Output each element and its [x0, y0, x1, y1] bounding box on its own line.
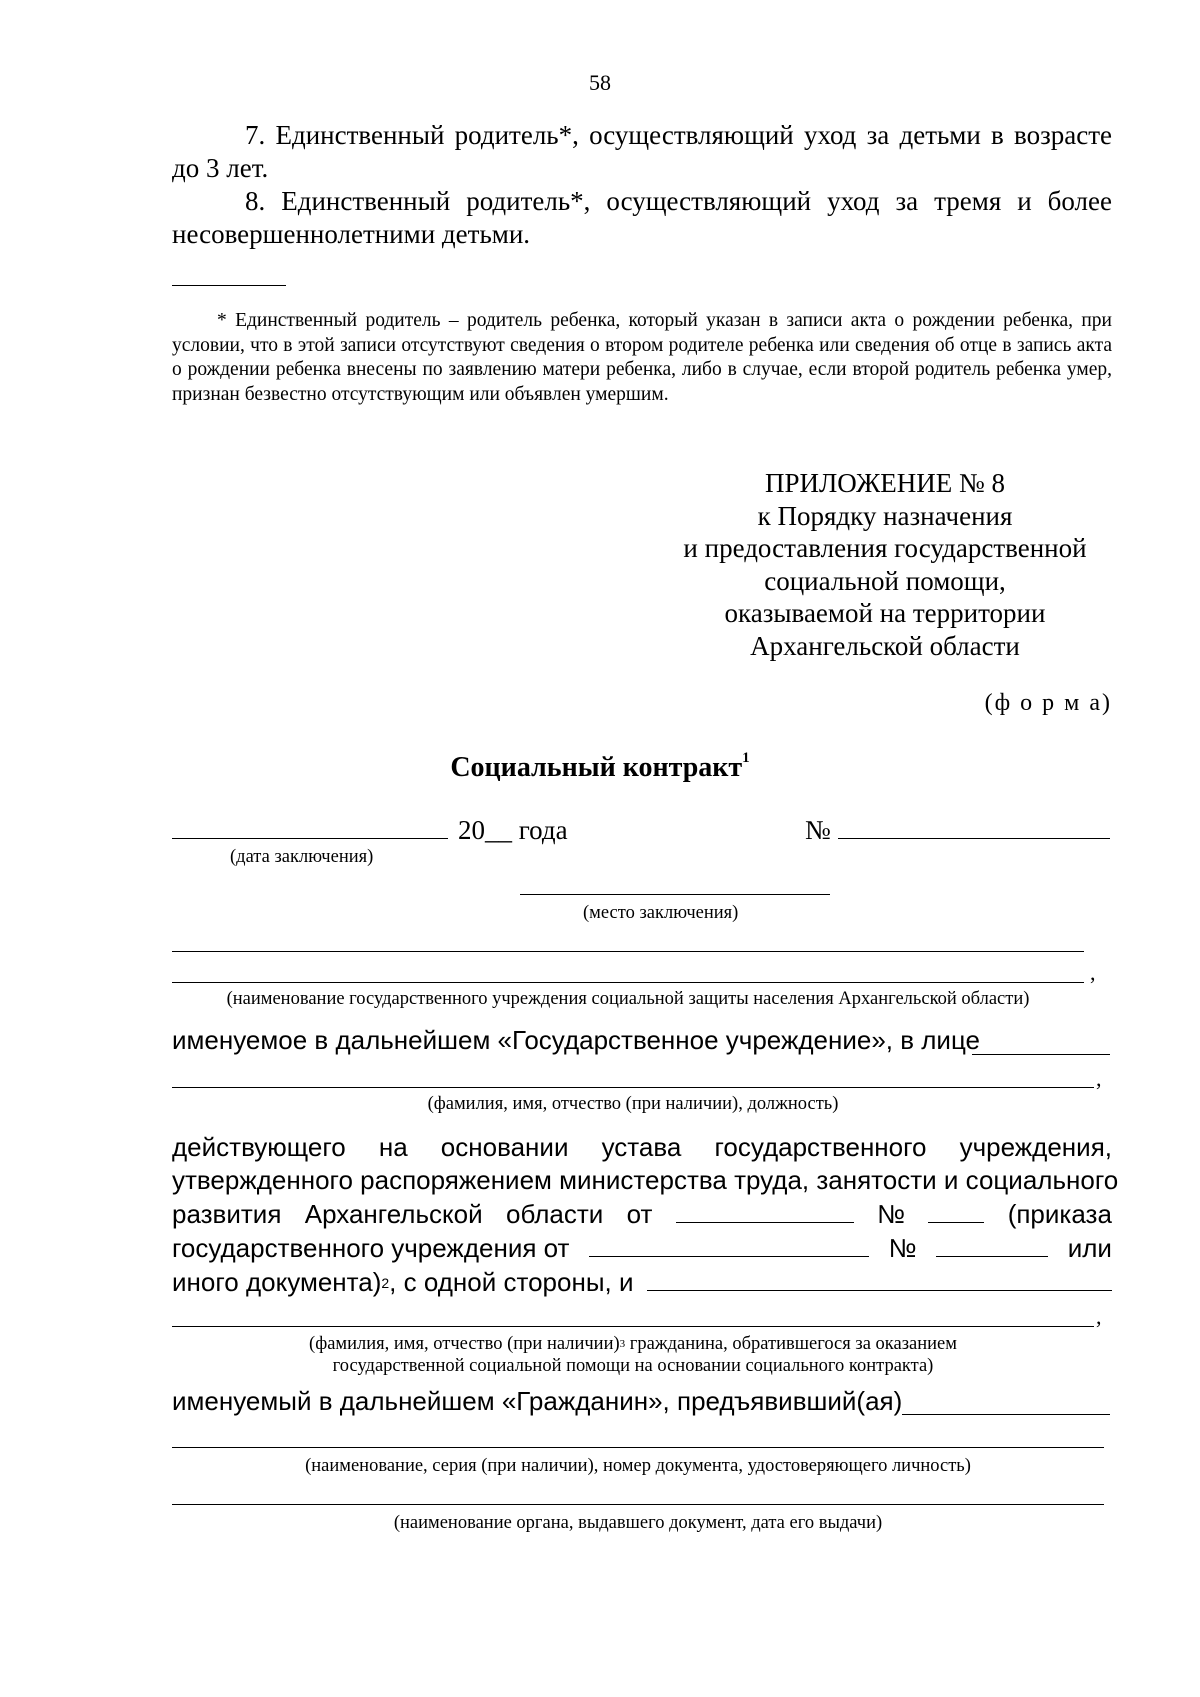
word: иного документа)	[172, 1267, 382, 1297]
word: государственного	[714, 1132, 927, 1162]
appendix-line: и предоставления государственной	[683, 533, 1087, 563]
word: области	[506, 1199, 604, 1229]
comma: ,	[1090, 960, 1096, 985]
word: развития	[172, 1199, 282, 1229]
issuer-caption: (наименование органа, выдавшего документ, дата его выдачи)	[393, 1513, 883, 1533]
acting-line-5	[172, 1266, 1112, 1298]
word: Архангельской	[304, 1199, 483, 1229]
number-sign: №	[805, 815, 831, 845]
year-text: 20__ года	[458, 815, 568, 845]
footnote-divider	[172, 285, 286, 286]
appendix-title: ПРИЛОЖЕНИЕ № 8	[764, 468, 1006, 498]
acting-basis	[172, 1132, 1118, 1298]
acting-line-3	[172, 1198, 1112, 1230]
charter-number-line	[928, 1198, 984, 1223]
word: на	[378, 1132, 408, 1162]
official-line	[172, 1087, 1094, 1088]
word: действующего	[172, 1132, 346, 1162]
list-item-7: 7. Единственный родитель*, осуществляющий уход за детьми в возрасте до 3 лет.	[172, 120, 1112, 183]
citizen-caption-line-1	[172, 1333, 1094, 1355]
comma: ,	[1096, 1066, 1102, 1091]
charter-date-line	[676, 1198, 854, 1223]
citizen-caption-line-2: государственной социальной помощи на основании социального контракта)	[332, 1356, 934, 1376]
acting-line-2: утвержденного распоряжением министерства труда, занятости и социального	[172, 1165, 1119, 1195]
official-caption: (фамилия, имя, отчество (при наличии), должность)	[427, 1094, 839, 1114]
date-field-line	[172, 838, 448, 839]
appendix-line: социальной помощи,	[764, 565, 1006, 596]
document-line	[172, 1447, 1104, 1448]
acting-line-4	[172, 1232, 1112, 1264]
word: учреждения,	[959, 1132, 1112, 1162]
acting-line-1	[172, 1132, 1112, 1163]
list-item-8: 8. Единственный родитель*, осуществляющий уход за тремя и более несовершеннолетними детьми.	[172, 186, 1112, 249]
citizen-name-line	[172, 1326, 1094, 1327]
place-caption: (место заключения)	[583, 903, 739, 923]
word: основании	[440, 1132, 569, 1162]
place-field-line	[520, 894, 830, 895]
institution-line-2	[172, 982, 1084, 983]
citizen-caption	[172, 1333, 1094, 1377]
document-line-start	[902, 1414, 1110, 1415]
appendix-heading	[660, 467, 1110, 662]
caption-text: (фамилия, имя, отчество (при наличии)	[309, 1334, 620, 1354]
contract-number-line	[838, 838, 1110, 839]
word: устава	[601, 1132, 682, 1162]
form-label: (ф о р м а)	[984, 690, 1112, 716]
appendix-line: к Порядку назначения	[757, 500, 1013, 531]
date-caption: (дата заключения)	[230, 847, 374, 867]
appendix-line: оказываемой на территории	[724, 598, 1046, 628]
institution-line-1	[172, 951, 1084, 952]
contract-title-text: Социальный контракт	[450, 752, 743, 783]
title-footnote-ref: 1	[742, 750, 750, 766]
number-sign: №	[888, 1233, 917, 1263]
number-sign: №	[877, 1199, 905, 1229]
institution-caption: (наименование государственного учреждения социальной защиты населения Архангельской области)	[226, 989, 1030, 1009]
footnote-ref: 3	[619, 1338, 626, 1350]
order-number-line	[936, 1232, 1048, 1257]
word: от	[626, 1199, 653, 1229]
comma: ,	[1096, 1304, 1102, 1329]
footnote-text: * Единственный родитель – родитель ребенка, который указан в записи акта о рождении ребенка, при условии, что в этой записи отсутствуют сведения о втором родителе ребенка или сведения об отце в запись акта о рождении ребенка внесены по заявлению матери ребенка, либо в случае, если второй родитель ребенка умер, признан безвестно отсутствующим или объявлен умершим.	[172, 310, 1112, 405]
citizen-name-line-start	[647, 1266, 1112, 1291]
referred-citizen-text: именуемый в дальнейшем «Гражданин», предъявивший(ая)	[172, 1386, 903, 1416]
appendix-line: Архангельской области	[750, 630, 1020, 661]
word: (приказа	[1007, 1199, 1112, 1229]
footnote-ref: 2	[381, 1275, 390, 1291]
issuer-line	[172, 1504, 1104, 1505]
page-number: 58	[589, 70, 611, 95]
document-caption: (наименование, серия (при наличии), номер документа, удостоверяющего личность)	[305, 1456, 971, 1476]
referred-institution-text: именуемое в дальнейшем «Государственное учреждение», в лице	[172, 1025, 981, 1055]
contract-title	[0, 752, 1200, 784]
word: государственного учреждения от	[172, 1233, 570, 1263]
order-date-line	[589, 1232, 869, 1257]
word: или	[1067, 1233, 1112, 1263]
caption-text: гражданина, обратившегося за оказанием	[625, 1334, 957, 1354]
word: , с одной стороны, и	[389, 1267, 634, 1297]
representative-line	[972, 1054, 1110, 1055]
